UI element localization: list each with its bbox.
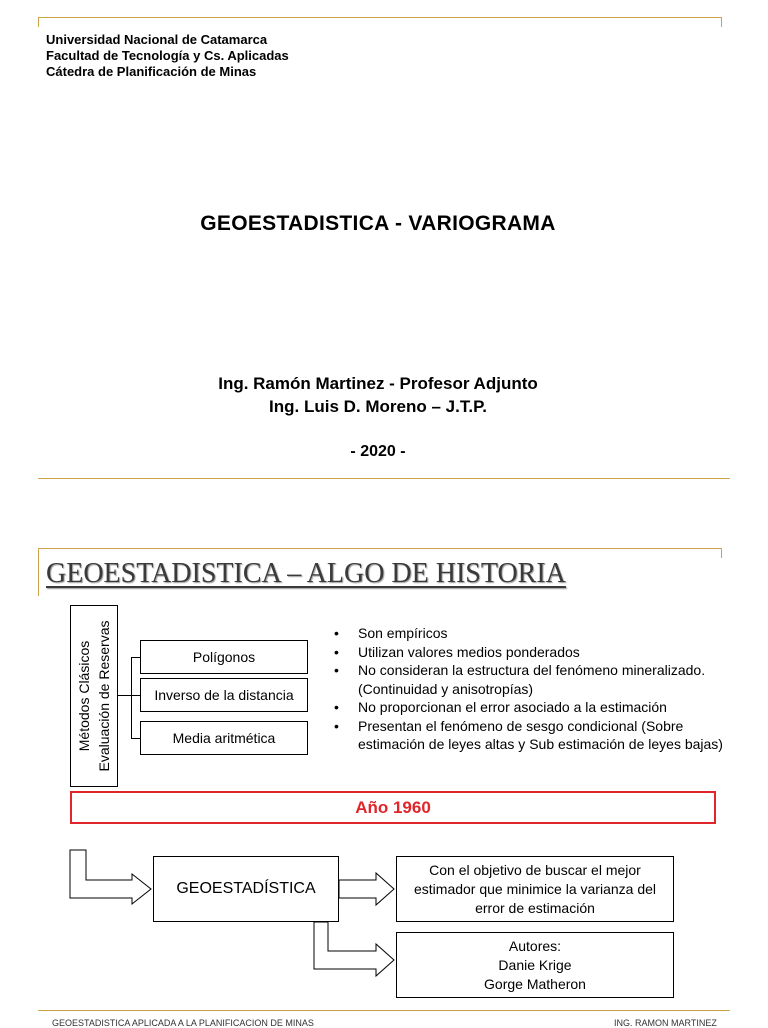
list-item: • Utilizan valores medios ponderados: [334, 643, 734, 662]
arrow-into-geostatistics-icon: [70, 850, 151, 904]
method-polygons: Polígonos: [140, 640, 308, 674]
history-title: GEOESTADISTICA – ALGO DE HISTORIA: [46, 558, 566, 589]
authors-box: [396, 932, 674, 998]
year-1960-banner: Año 1960: [70, 791, 716, 824]
institution-university: Universidad Nacional de Catamarca: [46, 32, 268, 47]
arrow-to-authors-icon: [314, 922, 394, 976]
footer-author: ING. RAMON MARTINEZ: [614, 1018, 717, 1028]
footer-course: GEOESTADISTICA APLICADA A LA PLANIFICACION DE MINAS: [52, 1018, 314, 1028]
objective-box: Con el objetivo de buscar el mejor estimador que minimice la varianza del error de estimación: [396, 856, 674, 922]
presentation-title: GEOESTADISTICA - VARIOGRAMA: [200, 212, 556, 235]
slide2-footer-rule: [38, 1010, 730, 1011]
authors-heading: Autores:: [508, 937, 562, 954]
list-item: • No consideran la estructura del fenómeno mineralizado. (Continuidad y anisotropías): [334, 661, 734, 698]
author-krige: Danie Krige: [498, 956, 572, 973]
classic-methods-label-line1: Métodos Clásicos: [76, 640, 92, 752]
institution-chair: Cátedra de Planificación de Minas: [46, 64, 257, 79]
list-item: • Presentan el fenómeno de sesgo condicional (Sobre estimación de leyes altas y Sub estimación de leyes bajas): [334, 717, 734, 754]
institution-faculty: Facultad de Tecnología y Cs. Aplicadas: [46, 48, 289, 63]
presenter-1: Ing. Ramón Martinez - Profesor Adjunto: [218, 374, 538, 393]
author-matheron: Gorge Matheron: [484, 975, 586, 992]
list-item: • Son empíricos: [334, 624, 734, 643]
geostatistics-box: GEOESTADÍSTICA: [153, 856, 339, 922]
arrow-to-objective-icon: [339, 873, 394, 905]
method-inverse-distance: Inverso de la distancia: [140, 678, 308, 712]
presenter-2: Ing. Luis D. Moreno – J.T.P.: [269, 397, 487, 416]
classic-methods-label-line2: Evaluación de Reservas: [96, 620, 112, 772]
presentation-year: - 2020 -: [350, 443, 406, 460]
list-item: • No proporcionan el error asociado a la estimación: [334, 698, 734, 717]
method-arithmetic-mean: Media aritmética: [140, 721, 308, 755]
